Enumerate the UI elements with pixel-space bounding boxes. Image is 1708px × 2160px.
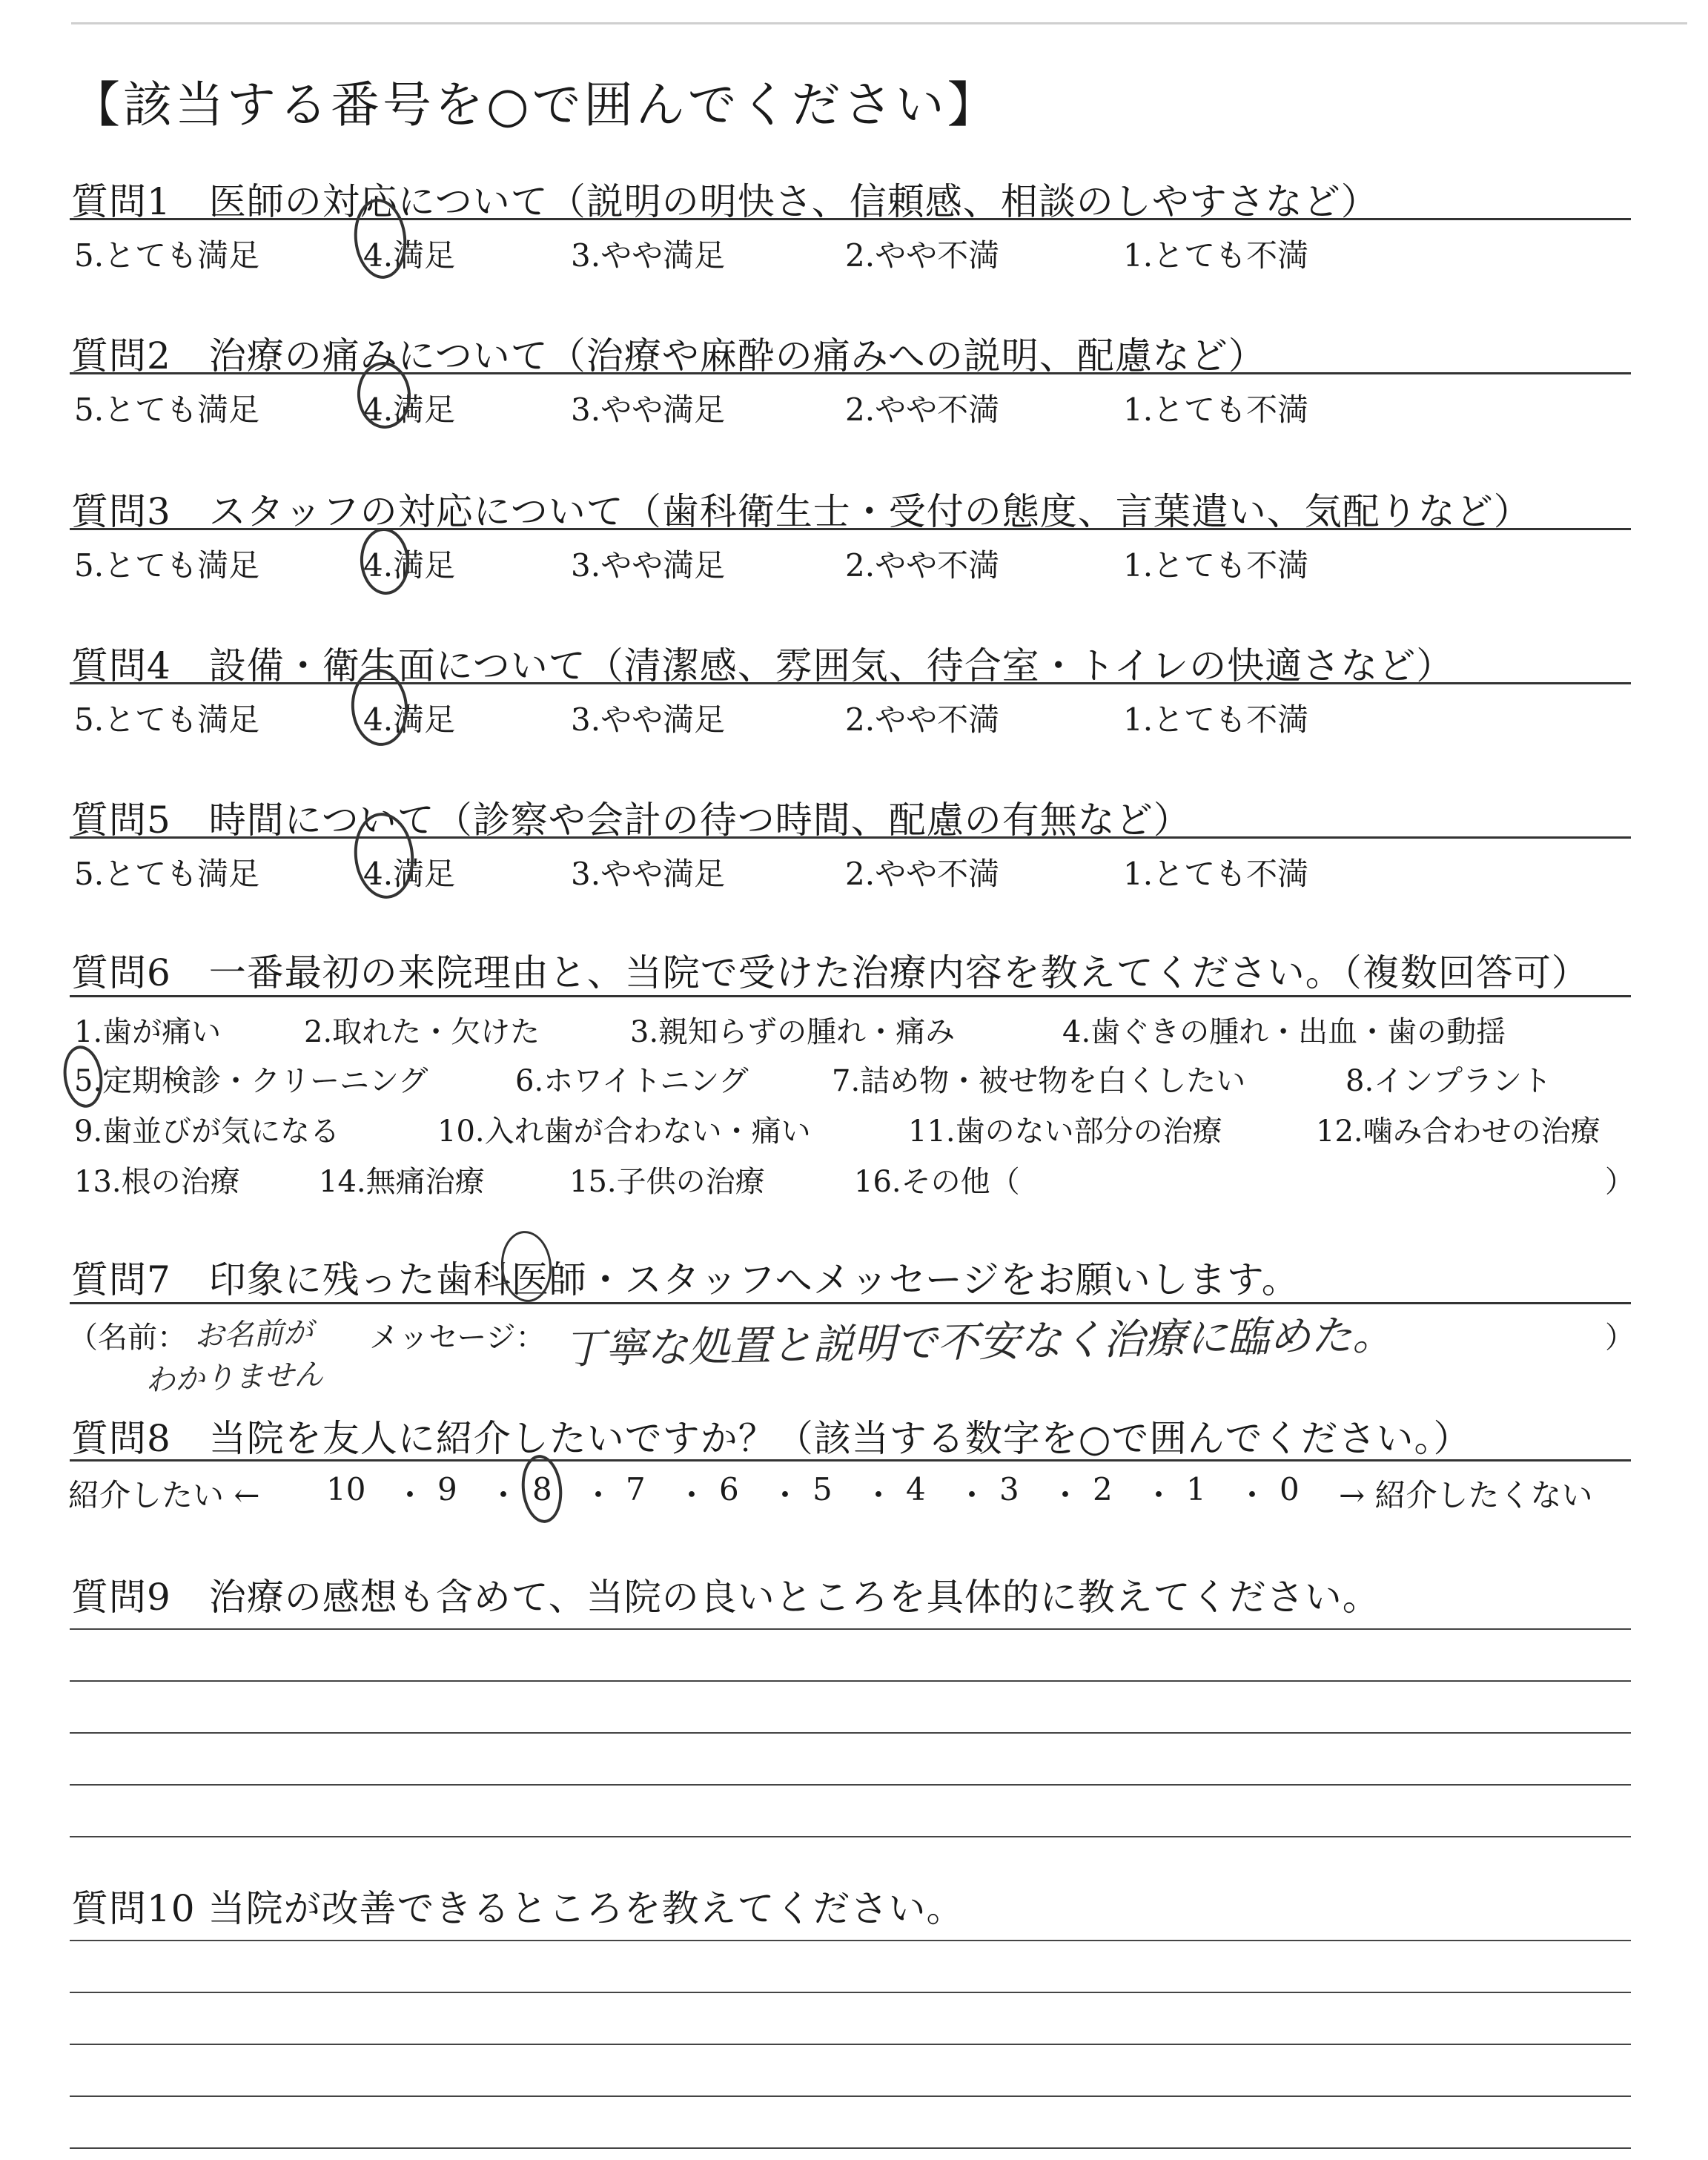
q8-left-label: 紹介したい ← bbox=[68, 1477, 260, 1513]
q10-write-line-1[interactable] bbox=[70, 1940, 1631, 1941]
q2-option-1[interactable]: 1.とても不満 bbox=[1123, 392, 1309, 428]
q5-option-1[interactable]: 1.とても不満 bbox=[1123, 856, 1309, 892]
q10-write-line-4[interactable] bbox=[70, 2095, 1631, 2097]
instruction-heading: 【該当する番号を○で囲んでください】 bbox=[71, 76, 999, 133]
q8-scale-4[interactable]: 4 bbox=[906, 1471, 926, 1507]
q1-option-2[interactable]: 2.やや不満 bbox=[845, 237, 1000, 274]
q5-option-5[interactable]: 5.とても満足 bbox=[74, 856, 260, 892]
q8-scale-2[interactable]: 2 bbox=[1093, 1471, 1113, 1507]
q8-right-label: → 紹介したくない bbox=[1339, 1477, 1593, 1513]
q10-write-line-5[interactable] bbox=[70, 2147, 1631, 2149]
q6-reason-9[interactable]: 9.歯並びが気になる bbox=[74, 1114, 340, 1149]
question-5-title: 質問5 時間について（診察や会計の待つ時間、配慮の有無など） bbox=[71, 799, 1191, 842]
q6-reason-11[interactable]: 11.歯のない部分の治療 bbox=[908, 1114, 1222, 1149]
q9-write-line-2[interactable] bbox=[70, 1680, 1631, 1682]
q7-handwritten-name-line2[interactable]: わかりません bbox=[145, 1357, 324, 1398]
q7-handwritten-name-line1[interactable]: お名前が bbox=[193, 1315, 314, 1354]
q3-option-2[interactable]: 2.やや不満 bbox=[845, 547, 1000, 584]
q8-scale-6[interactable]: 6 bbox=[719, 1471, 739, 1507]
q8-sep-4: ・ bbox=[676, 1477, 708, 1513]
q5-option-3[interactable]: 3.やや満足 bbox=[571, 856, 726, 892]
q2-option-3[interactable]: 3.やや満足 bbox=[571, 392, 726, 428]
q6-reason-8[interactable]: 8.インプラント bbox=[1345, 1064, 1552, 1098]
q9-write-line-4[interactable] bbox=[70, 1784, 1631, 1786]
q8-sep-1: ・ bbox=[394, 1477, 426, 1513]
q3-option-5[interactable]: 5.とても満足 bbox=[74, 547, 260, 584]
question-9-title: 質問9 治療の感想も含めて、当院の良いところを具体的に教えてください。 bbox=[71, 1576, 1380, 1619]
q8-scale-1[interactable]: 1 bbox=[1186, 1471, 1206, 1507]
question-6-title: 質問6 一番最初の来院理由と、当院で受けた治療内容を教えてください。（複数回答可） bbox=[71, 951, 1589, 994]
q6-reason-6[interactable]: 6.ホワイトニング bbox=[515, 1064, 749, 1098]
q6-reason-16[interactable]: 16.その他（ bbox=[854, 1165, 1020, 1199]
q6-reason-14[interactable]: 14.無痛治療 bbox=[319, 1165, 485, 1199]
q6-reason-12[interactable]: 12.噛み合わせの治療 bbox=[1316, 1114, 1601, 1149]
q4-option-4[interactable]: 4.満足 bbox=[363, 701, 456, 738]
q7-name-label: （名前： bbox=[68, 1321, 187, 1355]
q8-sep-9: ・ bbox=[1143, 1477, 1175, 1513]
q8-scale-10[interactable]: 10 bbox=[326, 1471, 366, 1507]
q8-scale-3[interactable]: 3 bbox=[999, 1471, 1019, 1507]
q9-write-line-5[interactable] bbox=[70, 1836, 1631, 1837]
q4-option-1[interactable]: 1.とても不満 bbox=[1123, 701, 1309, 738]
q6-reason-15[interactable]: 15.子供の治療 bbox=[569, 1165, 765, 1199]
question-7-rule bbox=[70, 1302, 1631, 1304]
question-8-title: 質問8 当院を友人に紹介したいですか？（該当する数字を○で囲んでください。） bbox=[71, 1417, 1472, 1460]
q7-message-label: メッセージ： bbox=[369, 1321, 546, 1355]
q6-reason-13[interactable]: 13.根の治療 bbox=[74, 1165, 240, 1199]
q2-option-4[interactable]: 4.満足 bbox=[363, 392, 456, 428]
q8-sep-10: ・ bbox=[1237, 1477, 1268, 1513]
q8-sep-5: ・ bbox=[769, 1477, 801, 1513]
question-8-rule bbox=[70, 1459, 1631, 1462]
question-2-rule bbox=[70, 372, 1631, 374]
q3-option-4[interactable]: 4.満足 bbox=[363, 547, 456, 584]
q6-reason-1[interactable]: 1.歯が痛い bbox=[74, 1015, 222, 1049]
q6-reason-4[interactable]: 4.歯ぐきの腫れ・出血・歯の動揺 bbox=[1062, 1015, 1506, 1049]
q5-option-4[interactable]: 4.満足 bbox=[363, 856, 456, 892]
q8-scale-9[interactable]: 9 bbox=[437, 1471, 457, 1507]
question-2-title: 質問2 治療の痛みについて（治療や麻酔の痛みへの説明、配慮など） bbox=[71, 334, 1266, 377]
question-7-title: 質問7 印象に残った歯科医師・スタッフへメッセージをお願いします。 bbox=[71, 1258, 1300, 1301]
q7-handwritten-message[interactable]: 丁寧な処置と説明で不安なく治療に臨めた。 bbox=[563, 1311, 1394, 1374]
q2-option-2[interactable]: 2.やや不満 bbox=[845, 392, 1000, 428]
q8-sep-7: ・ bbox=[956, 1477, 988, 1513]
top-edge-rule bbox=[71, 22, 1687, 24]
question-4-title: 質問4 設備・衛生面について（清潔感、雰囲気、待合室・トイレの快適さなど） bbox=[71, 644, 1454, 687]
q8-sep-8: ・ bbox=[1050, 1477, 1082, 1513]
q6-reason-5[interactable]: 5.定期検診・クリーニング bbox=[74, 1064, 428, 1098]
q6-reason-3[interactable]: 3.親知らずの腫れ・痛み bbox=[630, 1015, 956, 1049]
q9-write-line-3[interactable] bbox=[70, 1732, 1631, 1734]
q4-option-3[interactable]: 3.やや満足 bbox=[571, 701, 726, 738]
question-10-title: 質問10 当院が改善できるところを教えてください。 bbox=[71, 1887, 964, 1930]
q5-option-2[interactable]: 2.やや不満 bbox=[845, 856, 1000, 892]
q10-write-line-2[interactable] bbox=[70, 1992, 1631, 1993]
question-6-rule bbox=[70, 995, 1631, 997]
q3-option-1[interactable]: 1.とても不満 bbox=[1123, 547, 1309, 584]
q4-option-5[interactable]: 5.とても満足 bbox=[74, 701, 260, 738]
q6-other-close-paren: ） bbox=[1605, 1165, 1635, 1199]
q6-selected-circle bbox=[59, 1043, 106, 1110]
question-1-title: 質問1 医師の対応について（説明の明快さ、信頼感、相談のしやすさなど） bbox=[71, 180, 1379, 223]
q8-selected-circle bbox=[518, 1453, 565, 1525]
question-4-rule bbox=[70, 682, 1631, 684]
q8-scale-7[interactable]: 7 bbox=[626, 1471, 646, 1507]
q2-option-5[interactable]: 5.とても満足 bbox=[74, 392, 260, 428]
q6-reason-7[interactable]: 7.詰め物・被せ物を白くしたい bbox=[832, 1064, 1246, 1098]
q8-sep-2: ・ bbox=[488, 1477, 520, 1513]
question-1-rule bbox=[70, 218, 1631, 220]
q8-scale-0[interactable]: 0 bbox=[1280, 1471, 1300, 1507]
q1-option-3[interactable]: 3.やや満足 bbox=[571, 237, 726, 274]
q7-close-paren: ） bbox=[1605, 1321, 1635, 1355]
q8-sep-6: ・ bbox=[863, 1477, 895, 1513]
q1-option-4[interactable]: 4.満足 bbox=[363, 237, 456, 274]
q8-scale-8[interactable]: 8 bbox=[532, 1471, 552, 1507]
q4-option-2[interactable]: 2.やや不満 bbox=[845, 701, 1000, 738]
question-3-rule bbox=[70, 528, 1631, 530]
q8-sep-3: ・ bbox=[583, 1477, 615, 1513]
q1-option-5[interactable]: 5.とても満足 bbox=[74, 237, 260, 274]
q3-selected-circle bbox=[358, 526, 411, 596]
question-3-title: 質問3 スタッフの対応について（歯科衛生士・受付の態度、言葉遣い、気配りなど） bbox=[71, 490, 1532, 533]
question-5-rule bbox=[70, 836, 1631, 839]
q9-write-line-1[interactable] bbox=[70, 1628, 1631, 1630]
q10-write-line-3[interactable] bbox=[70, 2044, 1631, 2045]
q6-reason-2[interactable]: 2.取れた・欠けた bbox=[304, 1015, 540, 1049]
q8-scale-5[interactable]: 5 bbox=[812, 1471, 833, 1507]
q3-option-3[interactable]: 3.やや満足 bbox=[571, 547, 726, 584]
q1-option-1[interactable]: 1.とても不満 bbox=[1123, 237, 1309, 274]
q6-reason-10[interactable]: 10.入れ歯が合わない・痛い bbox=[437, 1114, 811, 1149]
